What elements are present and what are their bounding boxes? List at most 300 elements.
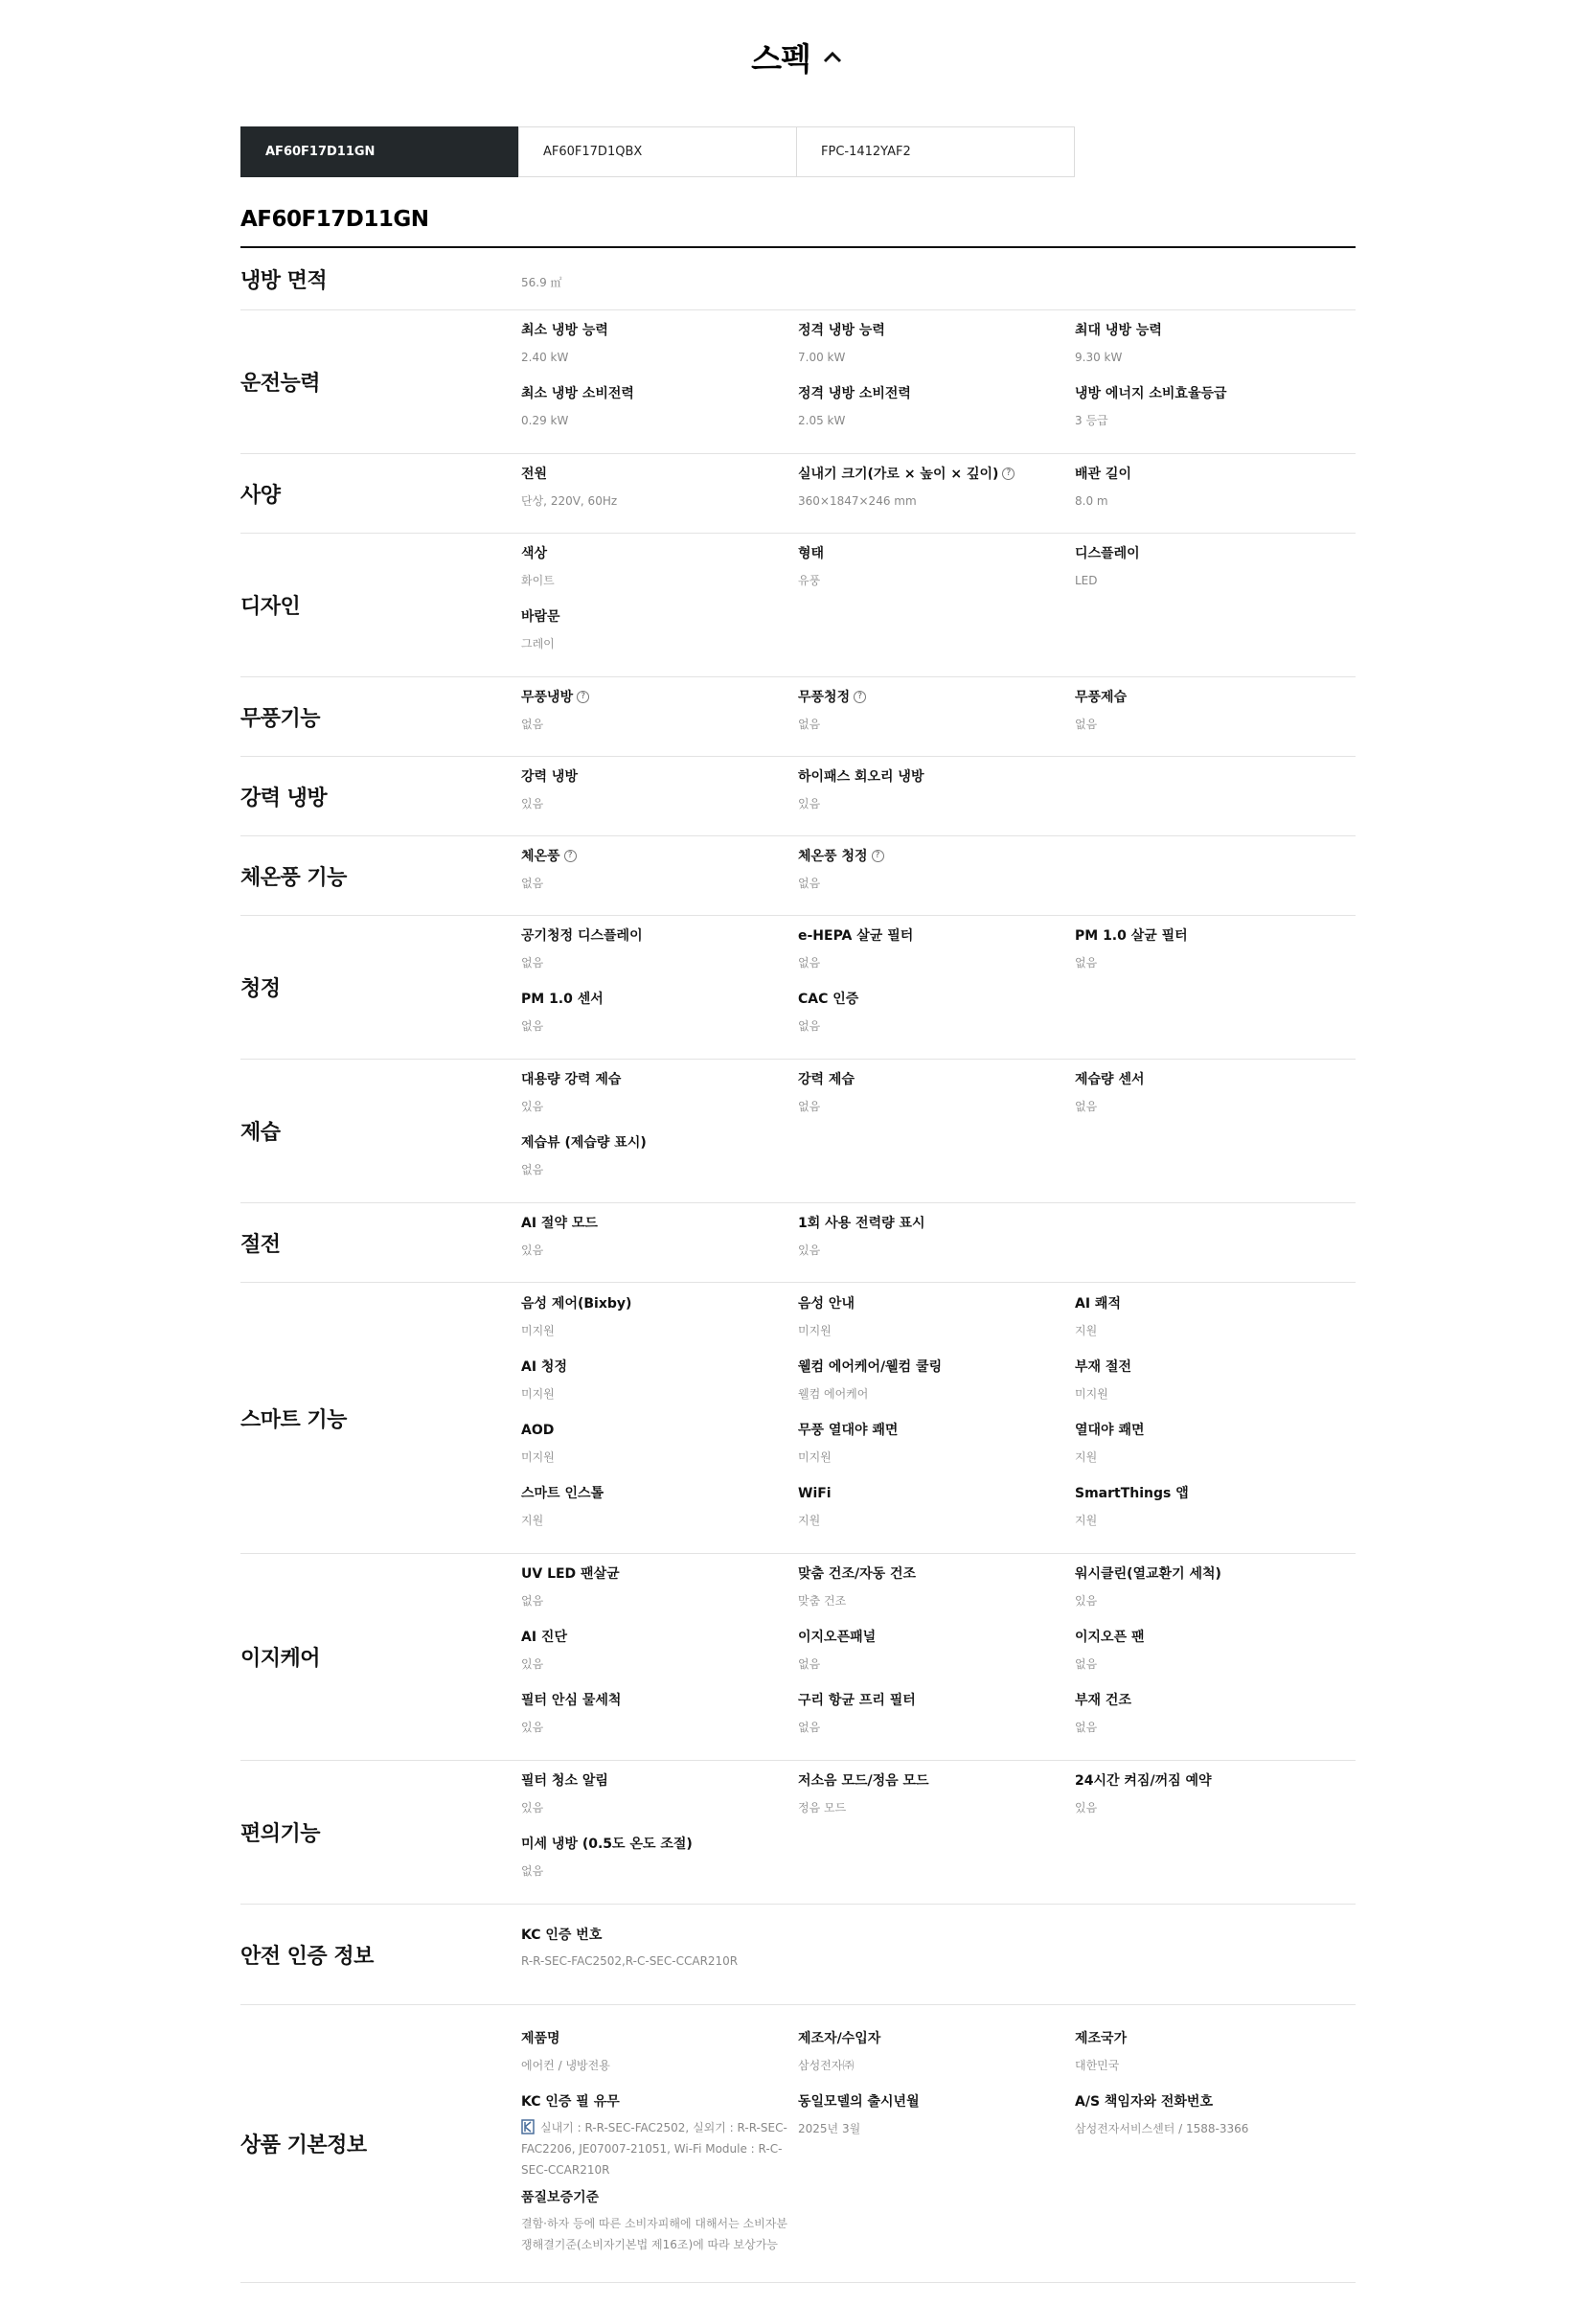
spec-value-text: 그레이: [521, 637, 555, 650]
spec-item: [798, 1771, 1075, 1835]
spec-item: [798, 990, 1075, 1053]
spec-value: [798, 1718, 1065, 1737]
spec-label: [521, 2092, 788, 2111]
spec-value-text: 2.40 kW: [521, 351, 569, 364]
spec-item: [798, 1358, 1075, 1421]
spec-label-text: 제조국가: [1075, 2031, 1128, 2046]
spec-category: 운전능력: [240, 372, 321, 396]
spec-value: [521, 1160, 788, 1179]
spec-label: [521, 1214, 788, 1233]
spec-label-text: 스마트 인스톨: [521, 1485, 604, 1501]
spec-value: [521, 953, 788, 972]
spec-value: [798, 1511, 1065, 1530]
tab-fpc-1412yaf2[interactable]: FPC-1412YAF2: [796, 126, 1075, 177]
spec-row: [240, 1283, 1356, 1554]
spec-label: [798, 384, 1065, 403]
spec-value: [798, 2056, 1065, 2075]
spec-value-text: 2025년 3월: [798, 2122, 861, 2135]
spec-value: [521, 1241, 788, 1260]
spec-label-text: 저소음 모드/정음 모드: [798, 1773, 929, 1789]
spec-value: [798, 2119, 1065, 2138]
spec-item: [1075, 1421, 1352, 1484]
spec-value-text: 미지원: [798, 1449, 832, 1464]
spec-item: [521, 1691, 798, 1754]
spec-value: [1075, 1718, 1342, 1737]
spec-value: [798, 715, 1065, 734]
spec-label-text: 바람문: [521, 609, 560, 625]
spec-value-text: 있음: [521, 1801, 544, 1814]
spec-label-text: 제습량 센서: [1075, 1072, 1145, 1087]
spec-value: [1075, 715, 1342, 734]
spec-label-text: 하이패스 회오리 냉방: [798, 768, 924, 785]
spec-row: [240, 1554, 1356, 1761]
spec-label: [521, 688, 788, 707]
spec-item: [521, 265, 798, 292]
spec-value: [521, 1798, 788, 1817]
spec-grid: [521, 2013, 1356, 2274]
spec-item: [1075, 1691, 1352, 1754]
spec-item: [521, 1421, 798, 1484]
spec-value: [1075, 953, 1342, 972]
spec-label-text: 품질보증기준: [521, 2190, 600, 2205]
spec-row: [240, 2005, 1356, 2283]
spec-category: 사양: [240, 483, 281, 508]
spec-item: [1075, 2029, 1352, 2092]
spec-value-text: LED: [1075, 574, 1098, 587]
spec-label: [521, 544, 788, 563]
spec-label-text: AI 청정: [521, 1358, 567, 1375]
spec-label-text: 무풍제습: [1075, 689, 1128, 705]
spec-label: [521, 384, 788, 403]
spec-row: [240, 836, 1356, 916]
spec-row: [240, 1203, 1356, 1283]
spec-item: [521, 1070, 798, 1133]
spec-value-text: 없음: [798, 717, 821, 731]
spec-value-text: 삼성전자서비스센터 / 1588-3366: [1075, 2122, 1249, 2135]
spec-label: [1075, 1628, 1342, 1647]
spec-label: [521, 990, 788, 1009]
spec-value-text: 웰컴 에어케어: [798, 1386, 869, 1401]
spec-label: [798, 1484, 1065, 1503]
spec-label-text: KC 인증 번호: [521, 1927, 603, 1943]
spec-label: [521, 1294, 788, 1313]
spec-value-text: 있음: [798, 796, 821, 810]
spec-value-text: 7.00 kW: [798, 351, 846, 364]
model-tabs: [240, 126, 1075, 177]
spec-label: [521, 1771, 788, 1791]
spec-grid: [521, 448, 1356, 539]
spec-label-text: 음성 안내: [798, 1295, 855, 1312]
spec-category: 제습: [240, 1121, 281, 1145]
spec-label: [798, 767, 1065, 787]
spec-label-text: 실내기 크기(가로 × 높이 × 깊이): [798, 466, 999, 482]
spec-item: [798, 465, 1075, 528]
spec-grid: [521, 1548, 1356, 1766]
spec-value: [521, 1016, 788, 1036]
spec-label-text: KC 인증 필 유무: [521, 2094, 620, 2110]
spec-value-text: 없음: [521, 1594, 544, 1608]
spec-item: [798, 2029, 1075, 2092]
spec-label-text: SmartThings 앱: [1075, 1485, 1189, 1501]
spec-grid: [521, 910, 1356, 1064]
help-icon[interactable]: ?: [564, 850, 577, 862]
spec-label: [1075, 2092, 1342, 2111]
spec-row: [240, 1905, 1356, 2005]
spec-value-text: 없음: [798, 956, 821, 970]
spec-row: [240, 248, 1356, 310]
spec-value: [1075, 2056, 1342, 2075]
spec-value: [798, 1591, 1065, 1610]
spec-category: 스마트 기능: [240, 1407, 347, 1432]
spec-value-text: 없음: [521, 717, 544, 731]
spec-value: [798, 1798, 1065, 1817]
spec-value: [1075, 1511, 1342, 1530]
spec-label-text: 이지오픈 팬: [1075, 1630, 1145, 1645]
spec-item: [1075, 1771, 1352, 1835]
spec-label: [798, 1771, 1065, 1791]
spec-value-text: 9.30 kW: [1075, 351, 1123, 364]
spec-item: [521, 1133, 798, 1197]
page-title: 스펙: [751, 40, 810, 78]
spec-item: [521, 465, 798, 528]
spec-value-text: 지원: [1075, 1449, 1098, 1464]
spec-value: [798, 348, 1065, 367]
spec-row: [240, 1761, 1356, 1905]
spec-label: [1075, 1421, 1342, 1440]
spec-label-text: 정격 냉방 능력: [798, 323, 885, 338]
spec-item: [1075, 1358, 1352, 1421]
spec-category: 강력 냉방: [240, 786, 328, 810]
spec-label-text: 미세 냉방 (0.5도 온도 조절): [521, 1837, 693, 1852]
spec-label: [521, 1564, 788, 1584]
spec-value-text: 8.0 m: [1075, 493, 1108, 508]
spec-item: [798, 767, 1075, 831]
spec-value: [521, 1718, 788, 1737]
spec-grid: [521, 672, 1356, 763]
spec-value-text: 지원: [521, 1513, 544, 1527]
spec-value: [798, 953, 1065, 972]
spec-item: [521, 688, 798, 751]
spec-value-text: 미지원: [1075, 1386, 1108, 1401]
spec-item: [521, 384, 798, 447]
spec-value-text: 3 등급: [1075, 414, 1108, 427]
model-title: AF60F17D11GN: [240, 207, 429, 232]
spec-value: [798, 1016, 1065, 1036]
spec-item: [798, 1421, 1075, 1484]
spec-value-text: 360×1847×246 mm: [798, 493, 917, 508]
help-icon[interactable]: ?: [577, 691, 589, 703]
spec-value-text: 없음: [521, 876, 544, 890]
spec-label: [798, 2029, 1065, 2048]
spec-value-text: 미지원: [521, 1323, 555, 1337]
spec-label: [1075, 321, 1342, 340]
spec-grid: [521, 305, 1356, 459]
spec-value: [798, 1655, 1065, 1674]
spec-label-text: 24시간 켜짐/꺼짐 예약: [1075, 1773, 1212, 1789]
spec-value-text: 에어컨 / 냉방전용: [521, 2059, 610, 2072]
spec-label-text: 무풍 열대야 쾌면: [798, 1422, 899, 1438]
spec-value-text: 대한민국: [1075, 2059, 1120, 2072]
spec-label: [798, 926, 1065, 946]
spec-toggle[interactable]: [751, 34, 845, 80]
spec-value-text: 없음: [1075, 1721, 1098, 1734]
spec-label: [1075, 1070, 1342, 1089]
spec-item: [1075, 688, 1352, 751]
spec-label: [798, 465, 1065, 484]
spec-value: [1075, 348, 1342, 367]
spec-value-text: 있음: [521, 796, 544, 810]
spec-label: [521, 1835, 788, 1854]
spec-item: [521, 2092, 798, 2188]
spec-label-text: PM 1.0 센서: [521, 992, 604, 1007]
spec-value: [1075, 1097, 1342, 1116]
spec-value: [521, 2117, 788, 2180]
spec-label: [521, 767, 788, 787]
spec-value: [521, 348, 788, 367]
spec-item: [798, 1484, 1075, 1547]
spec-category: 청정: [240, 977, 281, 1001]
spec-category: 냉방 면적: [240, 268, 328, 293]
spec-item: [521, 990, 798, 1053]
spec-label-text: AI 쾌적: [1075, 1295, 1121, 1312]
spec-grid: [521, 831, 1356, 922]
spec-item: [521, 1926, 798, 1989]
spec-label: [798, 1358, 1065, 1377]
spec-item: [521, 1564, 798, 1628]
spec-row: [240, 454, 1356, 534]
spec-label: [798, 544, 1065, 563]
spec-value-text: 있음: [521, 1657, 544, 1671]
spec-grid: [521, 1278, 1356, 1559]
spec-label: [521, 321, 788, 340]
spec-item: [1075, 2092, 1352, 2188]
spec-item: [1075, 1070, 1352, 1133]
spec-value: [521, 491, 788, 511]
spec-value-text: 2.05 kW: [798, 414, 846, 427]
spec-label: [798, 1214, 1065, 1233]
spec-item: [798, 1214, 1075, 1277]
spec-value: [521, 1448, 788, 1467]
spec-label: [798, 1294, 1065, 1313]
spec-value: [521, 1511, 788, 1530]
spec-label: [521, 2029, 788, 2048]
spec-label: [1075, 926, 1342, 946]
spec-value: [521, 411, 788, 430]
spec-label-text: 1회 사용 전력량 표시: [798, 1215, 925, 1231]
spec-grid: [521, 751, 1356, 842]
spec-label: [521, 1484, 788, 1503]
spec-value: [1075, 491, 1342, 511]
spec-label-text: 대용량 강력 제습: [521, 1072, 622, 1087]
spec-label-text: 맞춤 건조/자동 건조: [798, 1566, 917, 1582]
spec-value-text: 없음: [798, 1721, 821, 1734]
spec-label-text: 체온풍: [521, 848, 560, 864]
spec-label-text: 공기청정 디스플레이: [521, 928, 643, 944]
spec-item: [798, 544, 1075, 607]
spec-item: [521, 2029, 798, 2092]
help-icon[interactable]: ?: [1002, 468, 1015, 480]
spec-item: [521, 1771, 798, 1835]
spec-label: [798, 1070, 1065, 1089]
spec-value-text: 없음: [1075, 717, 1098, 731]
spec-category: 체온풍 기능: [240, 865, 347, 890]
spec-item: [521, 1628, 798, 1691]
spec-label: [521, 1421, 788, 1440]
spec-item: [798, 1628, 1075, 1691]
spec-label-text: 제품명: [521, 2031, 560, 2046]
spec-item: [1075, 321, 1352, 384]
spec-label: [1075, 1691, 1342, 1710]
spec-row: [240, 310, 1356, 454]
spec-item: [1075, 384, 1352, 447]
spec-value: [1075, 411, 1342, 430]
spec-label-text: 음성 제어(Bixby): [521, 1295, 632, 1312]
spec-value-text: R-R-SEC-FAC2502,R-C-SEC-CCAR210R: [521, 1953, 739, 1968]
spec-category: 상품 기본정보: [240, 2134, 367, 2157]
spec-label: [521, 847, 788, 866]
spec-label-text: PM 1.0 살균 필터: [1075, 928, 1188, 944]
spec-value: [798, 491, 1065, 511]
spec-label-text: 웰컴 에어케어/웰컴 쿨링: [798, 1358, 943, 1375]
spec-label-text: 강력 제습: [798, 1072, 855, 1087]
spec-item: [521, 607, 798, 671]
spec-value-text: 있음: [521, 1721, 544, 1734]
spec-label: [1075, 1294, 1342, 1313]
spec-label: [798, 990, 1065, 1009]
spec-value-text: 지원: [1075, 1323, 1098, 1337]
spec-label-text: 강력 냉방: [521, 768, 578, 785]
spec-value: [1075, 2119, 1342, 2138]
spec-value: [798, 1097, 1065, 1116]
spec-label-text: AI 절약 모드: [521, 1215, 598, 1231]
spec-value: [521, 794, 788, 813]
spec-item: [521, 1484, 798, 1547]
spec-label: [521, 1133, 788, 1152]
help-icon[interactable]: ?: [854, 691, 866, 703]
spec-value: [798, 1384, 1065, 1404]
spec-value-text: 삼성전자㈜: [798, 2059, 855, 2072]
spec-value-text: 실내기 : R-R-SEC-FAC2502, 실외기 : R-R-SEC-FAC2206, JE07007-21051, Wi-Fi Module : R-C-SEC-CCAR210R: [521, 2121, 787, 2177]
spec-value-text: 정음 모드: [798, 1801, 847, 1814]
spec-value-text: 없음: [1075, 956, 1098, 970]
spec-item: [1075, 544, 1352, 607]
spec-label: [798, 688, 1065, 707]
spec-value-text: 없음: [1075, 1657, 1098, 1671]
spec-value-text: 미지원: [798, 1323, 832, 1337]
spec-label: [1075, 2029, 1342, 2048]
spec-label: [798, 847, 1065, 866]
spec-item: [521, 847, 798, 910]
spec-label: [521, 1926, 788, 1945]
spec-label: [798, 2092, 1065, 2111]
spec-grid: [521, 1909, 1356, 2000]
spec-value: [521, 1097, 788, 1116]
spec-value: [521, 1384, 788, 1404]
spec-label-text: 색상: [521, 546, 548, 561]
spec-value: [521, 634, 788, 653]
spec-value-text: 결함·하자 등에 따른 소비자피해에 대해서는 소비자분쟁해결기준(소비자기본법 제16조)에 따라 보상가능: [521, 2217, 787, 2251]
spec-value: [521, 2056, 788, 2075]
spec-label-text: 열대야 쾌면: [1075, 1422, 1145, 1438]
spec-value: [798, 874, 1065, 893]
spec-value-text: 지원: [1075, 1513, 1098, 1527]
spec-value: [521, 1951, 788, 1972]
spec-label-text: UV LED 팬살균: [521, 1566, 620, 1582]
spec-value-text: 유풍: [798, 574, 821, 587]
spec-value: [1075, 1798, 1342, 1817]
spec-item: [521, 926, 798, 990]
spec-value-text: 없음: [798, 876, 821, 890]
spec-category: 무풍기능: [240, 706, 321, 731]
spec-header: [0, 34, 1596, 80]
tab-af60f17d11gn[interactable]: AF60F17D11GN: [240, 126, 519, 177]
spec-value-text: 없음: [798, 1657, 821, 1671]
spec-label: [1075, 465, 1342, 484]
spec-grid: [521, 528, 1356, 682]
spec-value: [1075, 571, 1342, 590]
spec-value: [798, 1321, 1065, 1340]
spec-item: [521, 1294, 798, 1358]
spec-label-text: 부재 건조: [1075, 1693, 1131, 1708]
spec-value-text: 지원: [798, 1513, 821, 1527]
spec-item: [1075, 1564, 1352, 1628]
spec-item: [798, 2092, 1075, 2188]
spec-value-text: 없음: [521, 1864, 544, 1878]
spec-label-text: 형태: [798, 546, 825, 561]
chevron-up-icon: [820, 47, 845, 68]
spec-item: [521, 1214, 798, 1277]
spec-label-text: 정격 냉방 소비전력: [798, 386, 911, 401]
spec-label: [521, 465, 788, 484]
spec-grid: [521, 1755, 1356, 1909]
spec-label: [521, 1628, 788, 1647]
spec-label: [1075, 1771, 1342, 1791]
spec-value-text: 56.9 ㎡: [521, 276, 562, 289]
spec-category: 디자인: [240, 595, 301, 619]
spec-value: [521, 874, 788, 893]
spec-value: [521, 1655, 788, 1674]
tab-af60f17d1qbx[interactable]: AF60F17D1QBX: [518, 126, 797, 177]
spec-label: [1075, 1564, 1342, 1584]
spec-item: [1075, 1484, 1352, 1547]
spec-category: 이지케어: [240, 1647, 321, 1671]
spec-value: [521, 273, 788, 292]
spec-value-text: 있음: [1075, 1594, 1098, 1608]
spec-value-text: 없음: [798, 1100, 821, 1113]
spec-value: [521, 2213, 788, 2255]
spec-value: [521, 571, 788, 590]
spec-value-text: 없음: [521, 956, 544, 970]
spec-label: [521, 926, 788, 946]
spec-row: [240, 757, 1356, 836]
spec-value: [1075, 1384, 1342, 1404]
spec-label: [1075, 384, 1342, 403]
spec-item: [521, 544, 798, 607]
spec-item: [798, 1294, 1075, 1358]
spec-grid: [521, 1198, 1356, 1289]
spec-value: [798, 794, 1065, 813]
spec-category: 절전: [240, 1232, 281, 1257]
spec-label-text: 최소 냉방 소비전력: [521, 386, 634, 401]
spec-label-text: 배관 길이: [1075, 466, 1131, 482]
spec-label-text: 구리 항균 프리 필터: [798, 1693, 916, 1708]
spec-label-text: 체온풍 청정: [798, 848, 868, 864]
spec-label-text: 워시클린(열교환기 세척): [1075, 1566, 1221, 1582]
spec-label: [521, 1070, 788, 1089]
help-icon[interactable]: ?: [872, 850, 884, 862]
spec-value-text: 미지원: [521, 1386, 555, 1401]
spec-item: [798, 1691, 1075, 1754]
